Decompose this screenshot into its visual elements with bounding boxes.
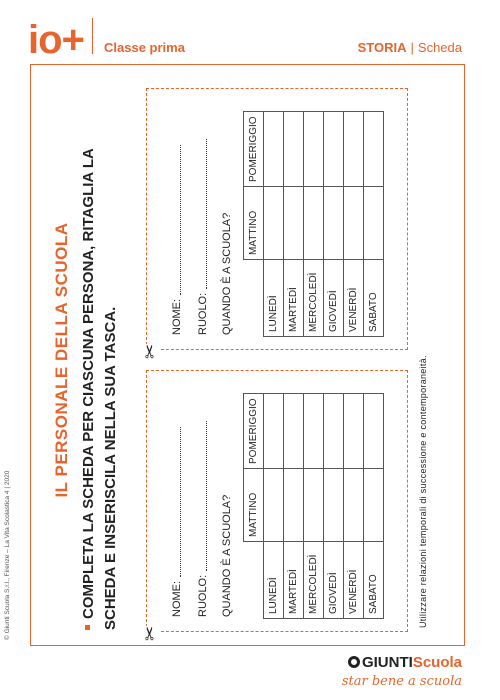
schedule-cell[interactable] bbox=[264, 469, 284, 542]
rotated-worksheet bbox=[40, 80, 445, 640]
name-line[interactable] bbox=[171, 145, 183, 335]
day-label: LUNEDÌ bbox=[264, 542, 284, 619]
subject-name: STORIA bbox=[357, 40, 407, 55]
instruction-text bbox=[78, 85, 122, 630]
scissors-icon: ✂ bbox=[140, 343, 160, 359]
when-question: QUANDO È A SCUOLA? bbox=[221, 212, 233, 335]
learning-objective: Utilizzare relazioni temporali di successione e contemporaneità. bbox=[418, 355, 428, 628]
worksheet-title: IL PERSONALE DELLA SCUOLA bbox=[52, 222, 71, 498]
table-row bbox=[364, 394, 384, 619]
publisher-logo bbox=[348, 654, 462, 671]
name-blank[interactable] bbox=[180, 145, 181, 295]
brand-logo: io+ bbox=[28, 18, 84, 62]
table-row bbox=[304, 394, 324, 619]
schedule-cell[interactable] bbox=[344, 187, 364, 260]
day-label: GIOVEDÌ bbox=[324, 260, 344, 337]
day-label: GIOVEDÌ bbox=[324, 542, 344, 619]
cut-out-card-2 bbox=[140, 88, 408, 359]
table-row bbox=[284, 112, 304, 337]
schedule-cell[interactable] bbox=[264, 187, 284, 260]
day-label: MARTEDÌ bbox=[284, 260, 304, 337]
day-label: LUNEDÌ bbox=[264, 260, 284, 337]
schedule-cell[interactable] bbox=[284, 112, 304, 187]
schedule-cell[interactable] bbox=[304, 394, 324, 469]
header-divider bbox=[92, 18, 93, 54]
schedule-cell[interactable] bbox=[284, 469, 304, 542]
publisher-tagline: star bene a scuola bbox=[341, 674, 462, 689]
cut-out-card-1 bbox=[140, 370, 408, 641]
day-label: VENERDÌ bbox=[344, 542, 364, 619]
copyright-credit: © Giunti Scuola S.r.l., Firenze – La Vita Scolastica 4 | 2020 bbox=[4, 470, 11, 640]
schedule-cell[interactable] bbox=[324, 112, 344, 187]
corner-cell bbox=[244, 542, 264, 619]
role-line[interactable] bbox=[197, 421, 209, 617]
schedule-cell[interactable] bbox=[344, 394, 364, 469]
day-label: MERCOLEDÌ bbox=[304, 260, 324, 337]
day-label: SABATO bbox=[364, 260, 384, 337]
schedule-cell[interactable] bbox=[364, 469, 384, 542]
col-afternoon: POMERIGGIO bbox=[244, 394, 264, 469]
schedule-cell[interactable] bbox=[264, 112, 284, 187]
table-row bbox=[284, 394, 304, 619]
schedule-table bbox=[243, 111, 384, 337]
class-label: Classe prima bbox=[104, 40, 185, 55]
table-row bbox=[344, 112, 364, 337]
bullet-icon bbox=[85, 625, 90, 630]
schedule-cell[interactable] bbox=[304, 187, 324, 260]
role-label: RUOLO: bbox=[197, 292, 209, 335]
schedule-cell[interactable] bbox=[344, 112, 364, 187]
publisher-accent: Scuola bbox=[412, 654, 462, 671]
scissors-icon: ✂ bbox=[140, 625, 160, 641]
instruction-label: COMPLETA LA SCHEDA PER CIASCUNA PERSONA, RITAGLIA LA SCHEDA E INSERISCILA NELLA SUA TASCA. bbox=[80, 148, 119, 630]
schedule-cell[interactable] bbox=[364, 187, 384, 260]
name-label: NOME: bbox=[171, 580, 183, 617]
schedule-cell[interactable] bbox=[324, 187, 344, 260]
table-row bbox=[344, 394, 364, 619]
subject-type: Scheda bbox=[417, 40, 462, 55]
schedule-cell[interactable] bbox=[304, 112, 324, 187]
col-morning: MATTINO bbox=[244, 469, 264, 542]
corner-cell bbox=[244, 260, 264, 337]
table-row bbox=[264, 112, 284, 337]
col-afternoon: POMERIGGIO bbox=[244, 112, 264, 187]
schedule-cell[interactable] bbox=[344, 469, 364, 542]
subject-label bbox=[358, 40, 462, 55]
day-label: SABATO bbox=[364, 542, 384, 619]
role-blank[interactable] bbox=[206, 421, 207, 571]
role-line[interactable] bbox=[197, 139, 209, 335]
table-row bbox=[324, 112, 344, 337]
role-blank[interactable] bbox=[206, 139, 207, 289]
when-question: QUANDO È A SCUOLA? bbox=[221, 494, 233, 617]
name-label: NOME: bbox=[171, 298, 183, 335]
separator: | bbox=[410, 40, 414, 55]
table-row bbox=[324, 394, 344, 619]
day-label: VENERDÌ bbox=[344, 260, 364, 337]
day-label: MERCOLEDÌ bbox=[304, 542, 324, 619]
schedule-cell[interactable] bbox=[284, 394, 304, 469]
logo-mark-icon bbox=[348, 656, 360, 668]
schedule-cell[interactable] bbox=[304, 469, 324, 542]
table-row bbox=[304, 112, 324, 337]
role-label: RUOLO: bbox=[197, 574, 209, 617]
schedule-cell[interactable] bbox=[324, 394, 344, 469]
day-label: MARTEDÌ bbox=[284, 542, 304, 619]
schedule-cell[interactable] bbox=[264, 394, 284, 469]
table-row bbox=[264, 394, 284, 619]
schedule-cell[interactable] bbox=[364, 394, 384, 469]
schedule-cell[interactable] bbox=[364, 112, 384, 187]
schedule-table bbox=[243, 393, 384, 619]
publisher-name: GIUNTI bbox=[361, 654, 413, 671]
name-line[interactable] bbox=[171, 427, 183, 617]
table-row bbox=[364, 112, 384, 337]
schedule-cell[interactable] bbox=[284, 187, 304, 260]
name-blank[interactable] bbox=[180, 427, 181, 577]
col-morning: MATTINO bbox=[244, 187, 264, 260]
schedule-cell[interactable] bbox=[324, 469, 344, 542]
